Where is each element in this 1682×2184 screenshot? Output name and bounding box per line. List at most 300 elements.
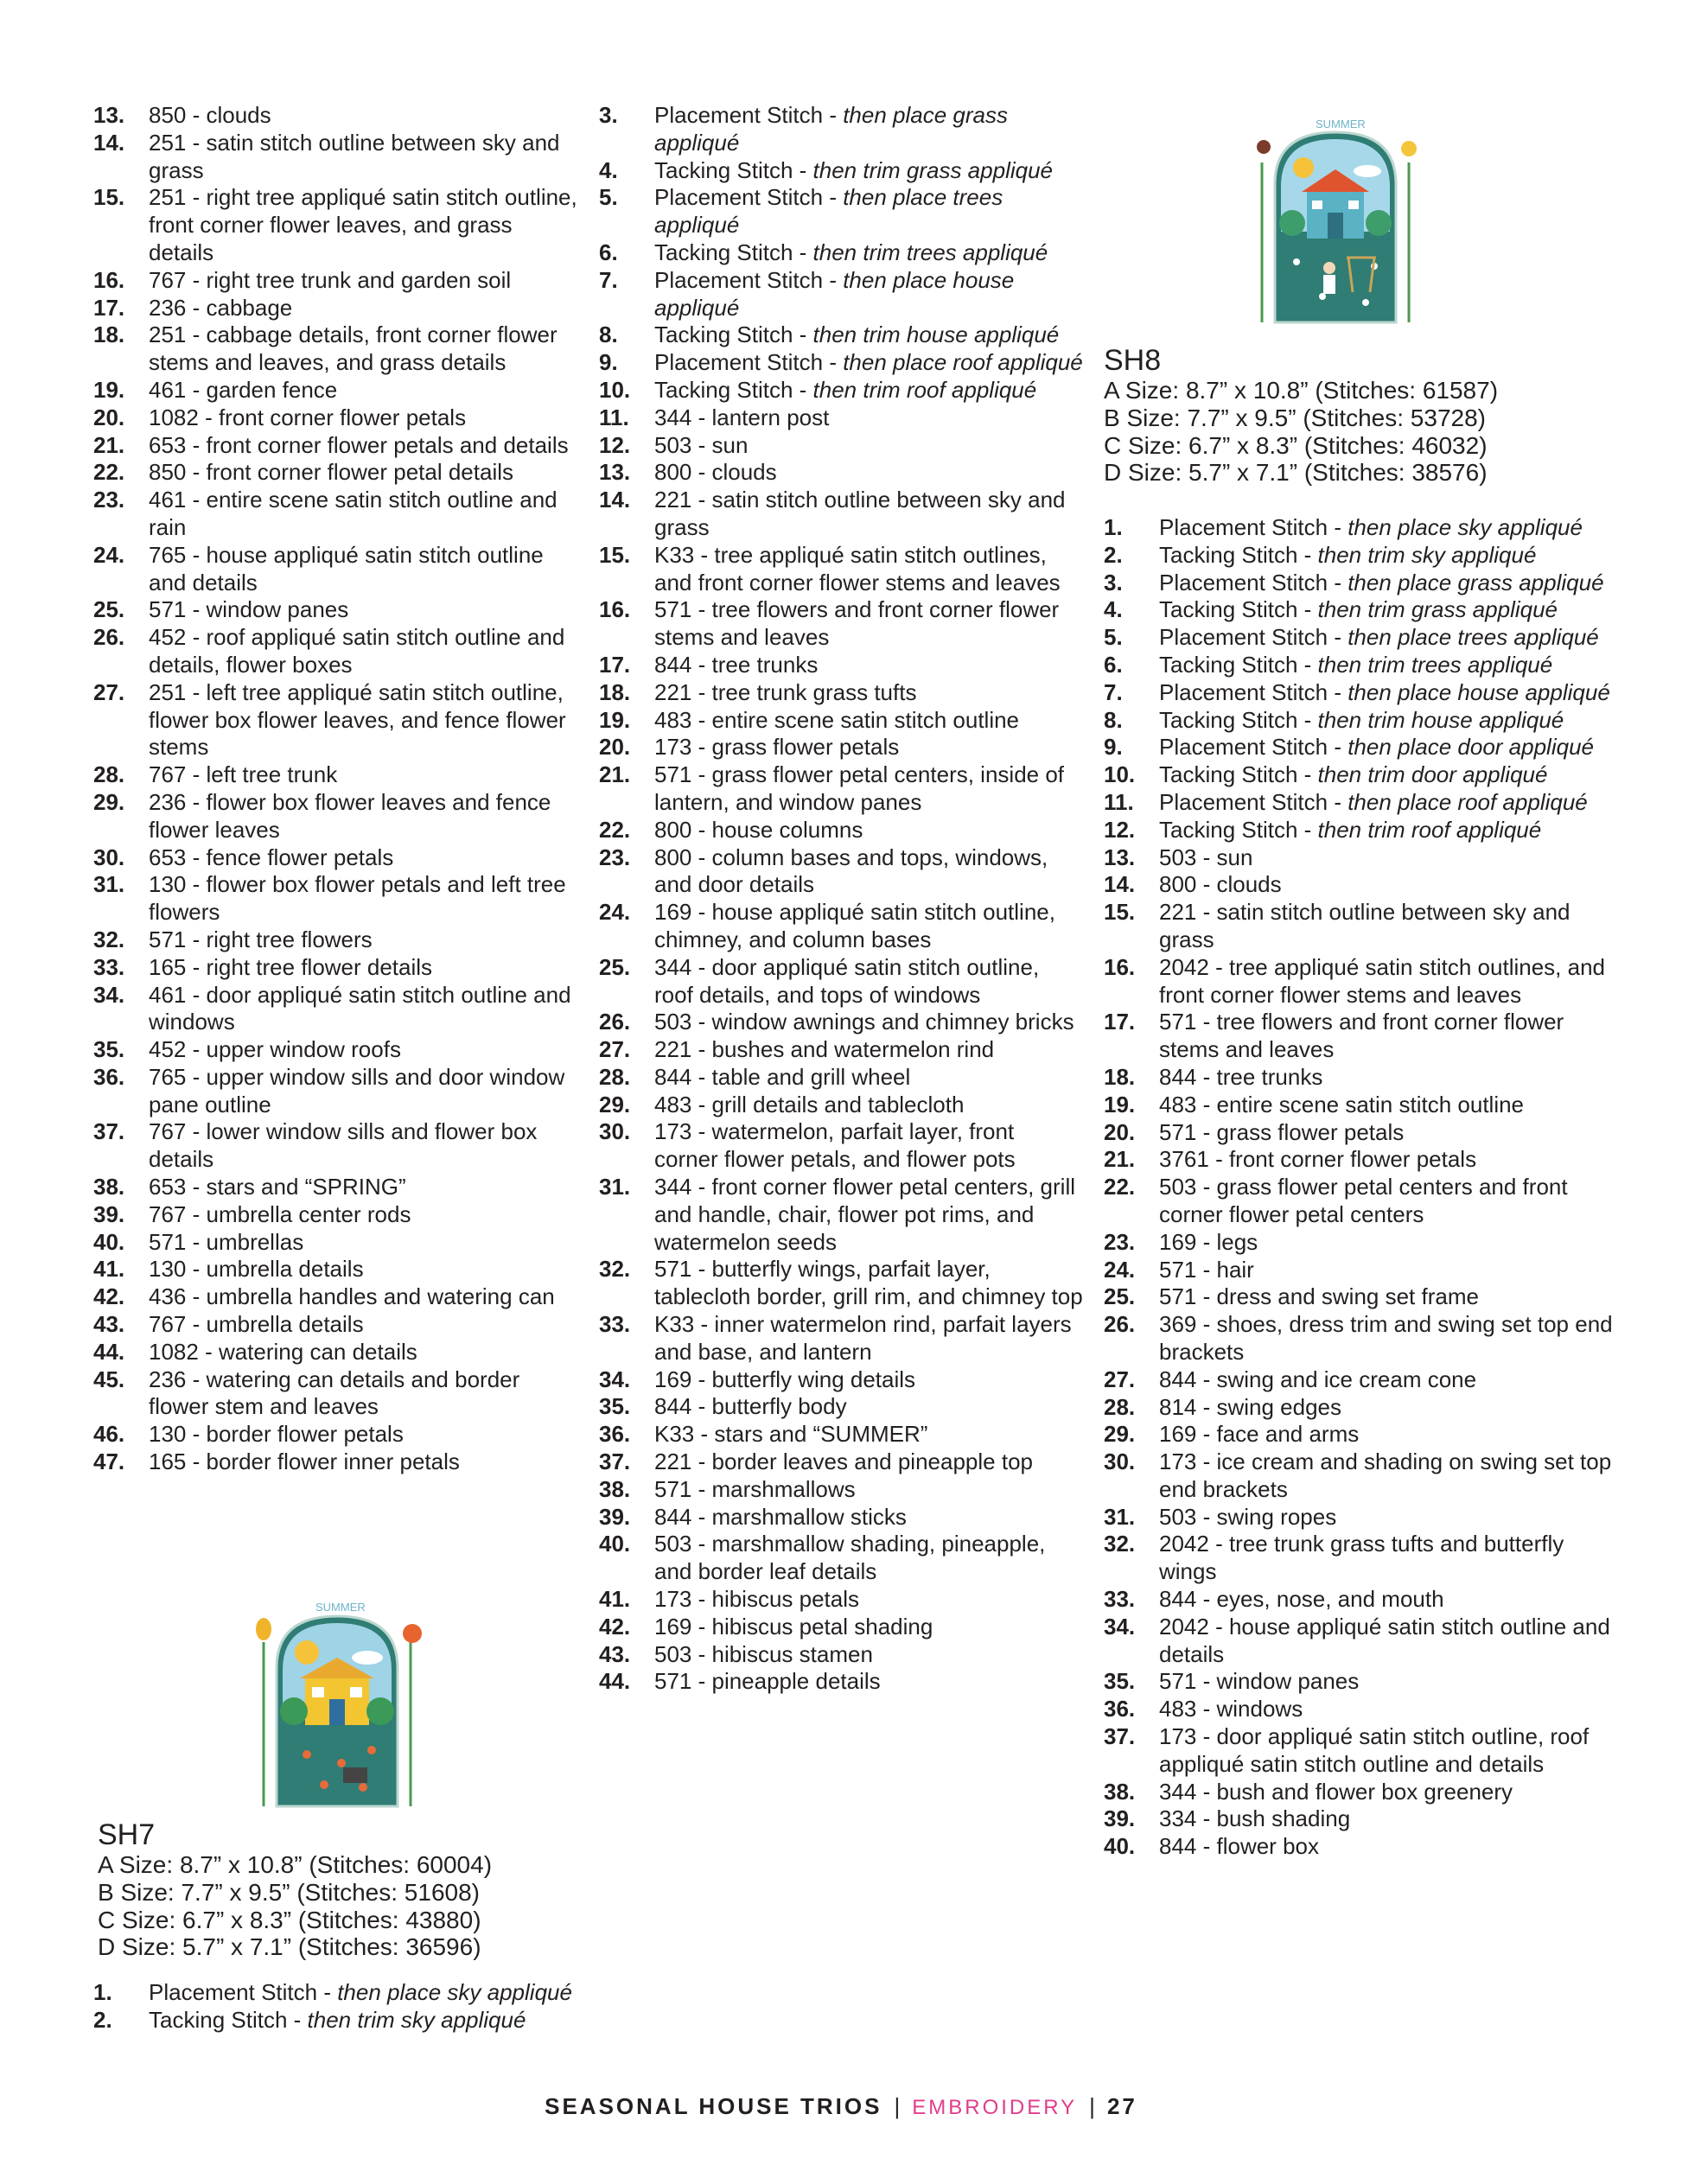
step-number: 40. bbox=[1104, 1833, 1136, 1860]
step-item bbox=[599, 1092, 1083, 1119]
step-text: Tacking Stitch - bbox=[1159, 761, 1318, 788]
step-item bbox=[93, 761, 577, 789]
step-item bbox=[599, 734, 1083, 761]
step-number: 15. bbox=[1104, 899, 1136, 926]
step-text: 452 - upper window roofs bbox=[149, 1036, 401, 1063]
step-text: 1082 - front corner flower petals bbox=[149, 404, 467, 430]
step-text: 503 - swing ropes bbox=[1159, 1503, 1337, 1530]
step-number: 10. bbox=[599, 376, 631, 403]
step-number: 3. bbox=[599, 102, 618, 128]
step-number: 6. bbox=[1104, 651, 1123, 678]
step-item bbox=[1104, 1833, 1622, 1861]
step-number: 26. bbox=[93, 624, 125, 651]
step-number: 15. bbox=[93, 184, 125, 211]
size-line: D Size: 5.7” x 7.1” (Stitches: 38576) bbox=[1104, 459, 1488, 487]
step-item bbox=[93, 624, 577, 679]
step-text: 571 - grass flower petal centers, inside of lantern, and window panes bbox=[654, 761, 1065, 815]
step-item bbox=[1104, 1531, 1622, 1586]
step-text: Placement Stitch - bbox=[654, 349, 844, 376]
size-line: B Size: 7.7” x 9.5” (Stitches: 53728) bbox=[1104, 404, 1486, 431]
step-number: 33. bbox=[93, 953, 125, 980]
step-item bbox=[1104, 596, 1622, 624]
step-number: 42. bbox=[599, 1613, 631, 1640]
step-text: 503 - marshmallow shading, pineapple, and border leaf details bbox=[654, 1531, 1046, 1585]
step-number: 20. bbox=[93, 404, 125, 430]
step-text: Placement Stitch - bbox=[654, 266, 844, 293]
step-number: 36. bbox=[93, 1063, 125, 1090]
step-number: 34. bbox=[1104, 1613, 1136, 1640]
footer-separator: | bbox=[1089, 2093, 1095, 2119]
step-item bbox=[599, 1421, 1083, 1449]
step-item bbox=[93, 1979, 577, 2007]
step-number: 39. bbox=[93, 1200, 125, 1227]
step-item bbox=[93, 487, 577, 542]
step-item bbox=[93, 542, 577, 597]
step-text: 130 - flower box flower petals and left tree flowers bbox=[149, 871, 566, 926]
step-text: Tacking Stitch - bbox=[654, 322, 813, 348]
step-number: 13. bbox=[93, 102, 125, 128]
step-text: 130 - umbrella details bbox=[149, 1256, 364, 1283]
step-item bbox=[93, 459, 577, 487]
step-number: 20. bbox=[1104, 1118, 1136, 1145]
step-item bbox=[599, 102, 1083, 157]
step-item bbox=[1104, 1009, 1622, 1064]
step-item bbox=[1104, 542, 1622, 570]
step-number: 19. bbox=[599, 706, 631, 733]
size-line: C Size: 6.7” x 8.3” (Stitches: 43880) bbox=[98, 1906, 481, 1933]
step-item bbox=[93, 954, 577, 982]
step-item bbox=[93, 102, 577, 130]
step-number: 8. bbox=[1104, 706, 1123, 733]
step-item bbox=[599, 1064, 1083, 1092]
step-text: 814 - swing edges bbox=[1159, 1393, 1342, 1420]
step-text: Placement Stitch - bbox=[1159, 514, 1348, 540]
step-number: 44. bbox=[599, 1668, 631, 1695]
step-item bbox=[1104, 789, 1622, 817]
step-instruction: then place sky appliqué bbox=[1348, 514, 1583, 540]
step-text: 767 - right tree trunk and garden soil bbox=[149, 266, 512, 293]
step-text: 2042 - tree appliqué satin stitch outlines, and front corner flower stems and leaves bbox=[1159, 953, 1606, 1008]
step-text: 503 - window awnings and chimney bricks bbox=[654, 1009, 1074, 1035]
step-text: 452 - roof appliqué satin stitch outline and details, flower boxes bbox=[149, 624, 565, 678]
step-text: Tacking Stitch - bbox=[149, 2006, 308, 2033]
step-number: 9. bbox=[1104, 734, 1123, 761]
step-item bbox=[1104, 954, 1622, 1009]
step-number: 18. bbox=[599, 678, 631, 705]
step-text: 251 - right tree appliqué satin stitch outline, front corner flower leaves, and grass details bbox=[149, 184, 577, 265]
step-item bbox=[93, 1174, 577, 1201]
step-text: 571 - marshmallows bbox=[654, 1475, 856, 1502]
step-number: 35. bbox=[93, 1036, 125, 1063]
step-text: Placement Stitch - bbox=[1159, 678, 1348, 705]
step-text: 844 - tree trunks bbox=[654, 651, 819, 678]
step-item bbox=[1104, 1449, 1622, 1504]
step-instruction: then trim grass appliqué bbox=[1317, 596, 1558, 623]
step-item bbox=[599, 899, 1083, 954]
step-item bbox=[1104, 570, 1622, 597]
step-text: 169 - legs bbox=[1159, 1228, 1258, 1255]
step-item bbox=[93, 404, 577, 432]
step-text: 765 - upper window sills and door window pane outline bbox=[149, 1063, 565, 1117]
step-item bbox=[599, 404, 1083, 432]
step-text: Tacking Stitch - bbox=[1159, 706, 1318, 733]
step-item bbox=[599, 1504, 1083, 1531]
step-item bbox=[93, 432, 577, 460]
step-text: 571 - tree flowers and front corner flower stems and leaves bbox=[1159, 1009, 1564, 1063]
step-text: 221 - tree trunk grass tufts bbox=[654, 678, 917, 705]
step-number: 3. bbox=[1104, 569, 1123, 595]
step-number: 29. bbox=[1104, 1421, 1136, 1448]
step-text: 221 - border leaves and pineapple top bbox=[654, 1449, 1033, 1475]
step-item bbox=[93, 130, 577, 185]
size-line: D Size: 5.7” x 7.1” (Stitches: 36596) bbox=[98, 1933, 481, 1961]
step-text: 800 - clouds bbox=[1159, 871, 1282, 898]
step-instruction: then place house appliqué bbox=[654, 266, 1015, 321]
step-text: 2042 - tree trunk grass tufts and butterfly wings bbox=[1159, 1531, 1564, 1585]
step-number: 25. bbox=[93, 596, 125, 623]
step-number: 10. bbox=[1104, 761, 1136, 788]
step-number: 21. bbox=[1104, 1146, 1136, 1173]
step-item bbox=[1104, 1257, 1622, 1284]
step-item bbox=[1104, 1504, 1622, 1531]
step-text: 236 - watering can details and border flower stem and leaves bbox=[149, 1366, 520, 1420]
step-text: 800 - column bases and tops, windows, and door details bbox=[654, 844, 1048, 898]
step-item bbox=[599, 377, 1083, 404]
step-number: 25. bbox=[1104, 1283, 1136, 1310]
step-item bbox=[1104, 1668, 1622, 1696]
step-number: 35. bbox=[599, 1393, 631, 1420]
step-text: Placement Stitch - bbox=[654, 102, 844, 128]
step-instruction: then trim grass appliqué bbox=[812, 156, 1053, 183]
step-number: 29. bbox=[599, 1091, 631, 1117]
step-item bbox=[1104, 1696, 1622, 1723]
step-number: 14. bbox=[93, 129, 125, 156]
sh7-title: SH7 bbox=[98, 1818, 156, 1851]
step-item bbox=[599, 679, 1083, 707]
step-number: 29. bbox=[93, 788, 125, 815]
step-item bbox=[599, 349, 1083, 377]
step-number: 46. bbox=[93, 1421, 125, 1448]
step-text: 844 - tree trunks bbox=[1159, 1063, 1323, 1090]
step-item bbox=[1104, 899, 1622, 954]
step-text: 483 - windows bbox=[1159, 1696, 1303, 1722]
step-instruction: then trim house appliqué bbox=[812, 322, 1060, 348]
step-text: Tacking Stitch - bbox=[1159, 816, 1318, 843]
step-text: 483 - entire scene satin stitch outline bbox=[1159, 1091, 1525, 1117]
step-item bbox=[599, 1531, 1083, 1586]
step-text: 169 - house appliqué satin stitch outline, chimney, and column bases bbox=[654, 899, 1055, 952]
step-item bbox=[93, 1449, 577, 1476]
step-item bbox=[1104, 734, 1622, 761]
step-text: 571 - grass flower petals bbox=[1159, 1118, 1405, 1145]
step-item bbox=[599, 184, 1083, 239]
step-instruction: then place grass appliqué bbox=[654, 102, 1008, 156]
step-number: 47. bbox=[93, 1449, 125, 1475]
step-item bbox=[93, 871, 577, 926]
step-number: 44. bbox=[93, 1338, 125, 1365]
step-number: 39. bbox=[1104, 1805, 1136, 1832]
step-number: 22. bbox=[1104, 1174, 1136, 1200]
step-item bbox=[93, 2007, 577, 2034]
step-number: 22. bbox=[93, 459, 125, 486]
step-number: 7. bbox=[1104, 678, 1123, 705]
page-footer bbox=[0, 2093, 1682, 2120]
size-line: A Size: 8.7” x 10.8” (Stitches: 61587) bbox=[1104, 377, 1499, 404]
step-number: 4. bbox=[599, 156, 618, 183]
step-text: 767 - left tree trunk bbox=[149, 761, 338, 788]
step-item bbox=[93, 1283, 577, 1311]
step-number: 8. bbox=[599, 322, 618, 348]
step-number: 15. bbox=[599, 541, 631, 568]
step-number: 31. bbox=[1104, 1503, 1136, 1530]
step-item bbox=[93, 1036, 577, 1064]
step-item bbox=[599, 1366, 1083, 1394]
step-text: Placement Stitch - bbox=[1159, 624, 1348, 651]
step-number: 24. bbox=[599, 899, 631, 926]
step-number: 23. bbox=[599, 844, 631, 870]
sh8-steps bbox=[1104, 514, 1622, 1861]
column-2 bbox=[599, 102, 1083, 1696]
step-text: 3761 - front corner flower petals bbox=[1159, 1146, 1477, 1173]
step-item bbox=[1104, 1366, 1622, 1394]
step-item bbox=[93, 789, 577, 844]
step-instruction: then trim roof appliqué bbox=[1317, 816, 1542, 843]
step-text: Tacking Stitch - bbox=[654, 239, 813, 265]
step-item bbox=[93, 322, 577, 377]
step-number: 4. bbox=[1104, 596, 1123, 623]
step-item bbox=[93, 267, 577, 295]
step-number: 13. bbox=[599, 459, 631, 486]
step-item bbox=[93, 982, 577, 1037]
step-text: 571 - butterfly wings, parfait layer, tablecloth border, grill rim, and chimney top bbox=[654, 1256, 1083, 1310]
step-text: 251 - satin stitch outline between sky and grass bbox=[149, 129, 560, 183]
step-number: 31. bbox=[599, 1174, 631, 1200]
step-number: 16. bbox=[599, 596, 631, 623]
step-text: 221 - satin stitch outline between sky and grass bbox=[1159, 899, 1571, 952]
step-item bbox=[93, 679, 577, 761]
step-item bbox=[1104, 1779, 1622, 1806]
step-number: 24. bbox=[93, 541, 125, 568]
step-number: 45. bbox=[93, 1366, 125, 1392]
step-number: 9. bbox=[599, 349, 618, 376]
sh8-sizes bbox=[1104, 377, 1622, 487]
step-number: 23. bbox=[1104, 1228, 1136, 1255]
step-number: 20. bbox=[599, 734, 631, 761]
step-number: 32. bbox=[599, 1256, 631, 1283]
step-text: 251 - cabbage details, front corner flower stems and leaves, and grass details bbox=[149, 322, 557, 376]
step-item bbox=[599, 707, 1083, 735]
step-instruction: then trim house appliqué bbox=[1317, 706, 1564, 733]
step-text: 844 - marshmallow sticks bbox=[654, 1503, 907, 1530]
step-item bbox=[1104, 1064, 1622, 1092]
step-text: 334 - bush shading bbox=[1159, 1805, 1351, 1832]
step-text: 571 - dress and swing set frame bbox=[1159, 1283, 1479, 1310]
step-number: 32. bbox=[1104, 1531, 1136, 1557]
step-number: 14. bbox=[1104, 871, 1136, 898]
step-text: 236 - flower box flower leaves and fence flower leaves bbox=[149, 788, 551, 843]
step-item bbox=[599, 1668, 1083, 1696]
step-text: 844 - swing and ice cream cone bbox=[1159, 1366, 1477, 1392]
step-item bbox=[1104, 1092, 1622, 1119]
step-text: Tacking Stitch - bbox=[1159, 651, 1318, 678]
step-number: 41. bbox=[93, 1256, 125, 1283]
step-item bbox=[599, 1118, 1083, 1174]
step-number: 35. bbox=[1104, 1668, 1136, 1695]
step-item bbox=[93, 1064, 577, 1119]
step-text: 236 - cabbage bbox=[149, 294, 293, 321]
step-text: 844 - flower box bbox=[1159, 1833, 1319, 1860]
step-number: 37. bbox=[1104, 1723, 1136, 1750]
step-item bbox=[93, 926, 577, 954]
step-number: 30. bbox=[1104, 1449, 1136, 1475]
footer-separator: | bbox=[894, 2093, 901, 2119]
step-text: 483 - grill details and tablecloth bbox=[654, 1091, 965, 1117]
step-item bbox=[599, 1393, 1083, 1421]
step-number: 14. bbox=[599, 487, 631, 513]
step-item bbox=[1104, 652, 1622, 679]
step-text: 221 - satin stitch outline between sky and grass bbox=[654, 487, 1066, 540]
step-number: 5. bbox=[599, 184, 618, 211]
step-number: 26. bbox=[599, 1009, 631, 1035]
step-instruction: then place trees appliqué bbox=[654, 184, 1003, 239]
step-text: 503 - hibiscus stamen bbox=[654, 1640, 873, 1667]
step-instruction: then place sky appliqué bbox=[337, 1979, 572, 2005]
sh7-header bbox=[98, 1818, 582, 1961]
sh7-illustration-text: SUMMER bbox=[315, 1601, 366, 1614]
step-item bbox=[1104, 679, 1622, 707]
step-number: 30. bbox=[93, 844, 125, 870]
step-text: 844 - butterfly body bbox=[654, 1393, 847, 1420]
sh8-illustration-text: SUMMER bbox=[1316, 118, 1366, 131]
sh8-header bbox=[1104, 344, 1622, 487]
step-item bbox=[599, 761, 1083, 817]
step-number: 12. bbox=[599, 431, 631, 458]
step-item bbox=[93, 1311, 577, 1339]
step-item bbox=[599, 1036, 1083, 1064]
step-item bbox=[599, 954, 1083, 1009]
step-number: 42. bbox=[93, 1283, 125, 1310]
step-text: 653 - fence flower petals bbox=[149, 844, 394, 870]
step-instruction: then trim sky appliqué bbox=[307, 2006, 526, 2033]
step-text: 844 - table and grill wheel bbox=[654, 1063, 911, 1090]
step-text: 571 - hair bbox=[1159, 1256, 1254, 1283]
step-number: 11. bbox=[599, 404, 629, 430]
step-text: 173 - hibiscus petals bbox=[654, 1586, 860, 1613]
step-number: 28. bbox=[599, 1063, 631, 1090]
step-item bbox=[1104, 1421, 1622, 1449]
step-text: 765 - house appliqué satin stitch outline and details bbox=[149, 541, 544, 595]
step-number: 40. bbox=[599, 1531, 631, 1557]
step-number: 1. bbox=[1104, 514, 1123, 540]
step-number: 28. bbox=[93, 761, 125, 788]
step-item bbox=[1104, 1311, 1622, 1366]
step-text: 173 - door appliqué satin stitch outline, roof appliqué satin stitch outline and details bbox=[1159, 1723, 1590, 1777]
step-text: 251 - left tree appliqué satin stitch outline, flower box flower leaves, and fence flower stems bbox=[149, 678, 566, 761]
step-instruction: then place grass appliqué bbox=[1348, 569, 1604, 595]
step-number: 32. bbox=[93, 926, 125, 952]
step-item bbox=[599, 1009, 1083, 1036]
step-number: 34. bbox=[599, 1366, 631, 1392]
step-text: Placement Stitch - bbox=[1159, 734, 1348, 761]
step-text: 571 - pineapple details bbox=[654, 1668, 881, 1695]
step-number: 36. bbox=[599, 1421, 631, 1448]
step-number: 21. bbox=[599, 761, 631, 788]
step-text: 571 - umbrellas bbox=[149, 1228, 304, 1255]
step-item bbox=[599, 652, 1083, 679]
step-number: 24. bbox=[1104, 1256, 1136, 1283]
step-item bbox=[1104, 1805, 1622, 1833]
step-number: 27. bbox=[1104, 1366, 1136, 1392]
step-text: 461 - entire scene satin stitch outline and rain bbox=[149, 487, 557, 540]
step-item bbox=[1104, 1229, 1622, 1257]
step-number: 11. bbox=[1104, 788, 1134, 815]
step-text: 130 - border flower petals bbox=[149, 1421, 404, 1448]
step-item bbox=[93, 1339, 577, 1366]
step-text: Tacking Stitch - bbox=[1159, 596, 1318, 623]
step-item bbox=[599, 1174, 1083, 1256]
footer-title: SEASONAL HOUSE TRIOS bbox=[545, 2093, 882, 2119]
step-text: 767 - lower window sills and flower box details bbox=[149, 1118, 538, 1173]
step-text: Placement Stitch - bbox=[1159, 569, 1348, 595]
step-text: 503 - sun bbox=[1159, 844, 1253, 870]
step-text: 461 - garden fence bbox=[149, 376, 338, 403]
step-item bbox=[1104, 1146, 1622, 1174]
step-item bbox=[93, 1421, 577, 1449]
step-item bbox=[93, 1229, 577, 1257]
step-text: 344 - lantern post bbox=[654, 404, 830, 430]
step-text: 571 - window panes bbox=[1159, 1668, 1360, 1695]
step-number: 38. bbox=[1104, 1778, 1136, 1805]
step-number: 2. bbox=[93, 2006, 112, 2033]
step-item bbox=[1104, 871, 1622, 899]
step-item bbox=[599, 817, 1083, 844]
step-number: 22. bbox=[599, 816, 631, 843]
step-item bbox=[93, 844, 577, 872]
step-number: 40. bbox=[93, 1228, 125, 1255]
sh7-sizes bbox=[98, 1851, 582, 1961]
step-text: 221 - bushes and watermelon rind bbox=[654, 1036, 995, 1063]
size-line: B Size: 7.7” x 9.5” (Stitches: 51608) bbox=[98, 1878, 480, 1906]
size-line: A Size: 8.7” x 10.8” (Stitches: 60004) bbox=[98, 1851, 493, 1878]
step-item bbox=[599, 1614, 1083, 1641]
step-number: 33. bbox=[599, 1311, 631, 1338]
step-item bbox=[1104, 817, 1622, 844]
step-item bbox=[599, 542, 1083, 597]
step-text: K33 - inner watermelon rind, parfait layers and base, and lantern bbox=[654, 1311, 1072, 1365]
step-text: 850 - front corner flower petal details bbox=[149, 459, 513, 486]
step-number: 27. bbox=[599, 1036, 631, 1063]
step-text: 767 - umbrella details bbox=[149, 1311, 364, 1338]
step-text: 503 - sun bbox=[654, 431, 749, 458]
step-number: 31. bbox=[93, 871, 125, 898]
step-text: 344 - door appliqué satin stitch outline, roof details, and tops of windows bbox=[654, 953, 1040, 1008]
sh7-steps-start-wrap bbox=[93, 1979, 577, 2034]
step-text: 461 - door appliqué satin stitch outline and windows bbox=[149, 981, 571, 1035]
step-number: 36. bbox=[1104, 1696, 1136, 1722]
step-item bbox=[93, 1118, 577, 1174]
step-number: 43. bbox=[93, 1311, 125, 1338]
step-number: 18. bbox=[1104, 1063, 1136, 1090]
step-text: 369 - shoes, dress trim and swing set top end brackets bbox=[1159, 1311, 1613, 1365]
step-text: Tacking Stitch - bbox=[654, 376, 813, 403]
step-item bbox=[1104, 1174, 1622, 1229]
step-item bbox=[599, 1311, 1083, 1366]
step-number: 19. bbox=[1104, 1091, 1136, 1117]
step-text: Placement Stitch - bbox=[654, 184, 844, 211]
step-text: Tacking Stitch - bbox=[1159, 541, 1318, 568]
step-text: 169 - hibiscus petal shading bbox=[654, 1613, 933, 1640]
step-number: 28. bbox=[1104, 1393, 1136, 1420]
